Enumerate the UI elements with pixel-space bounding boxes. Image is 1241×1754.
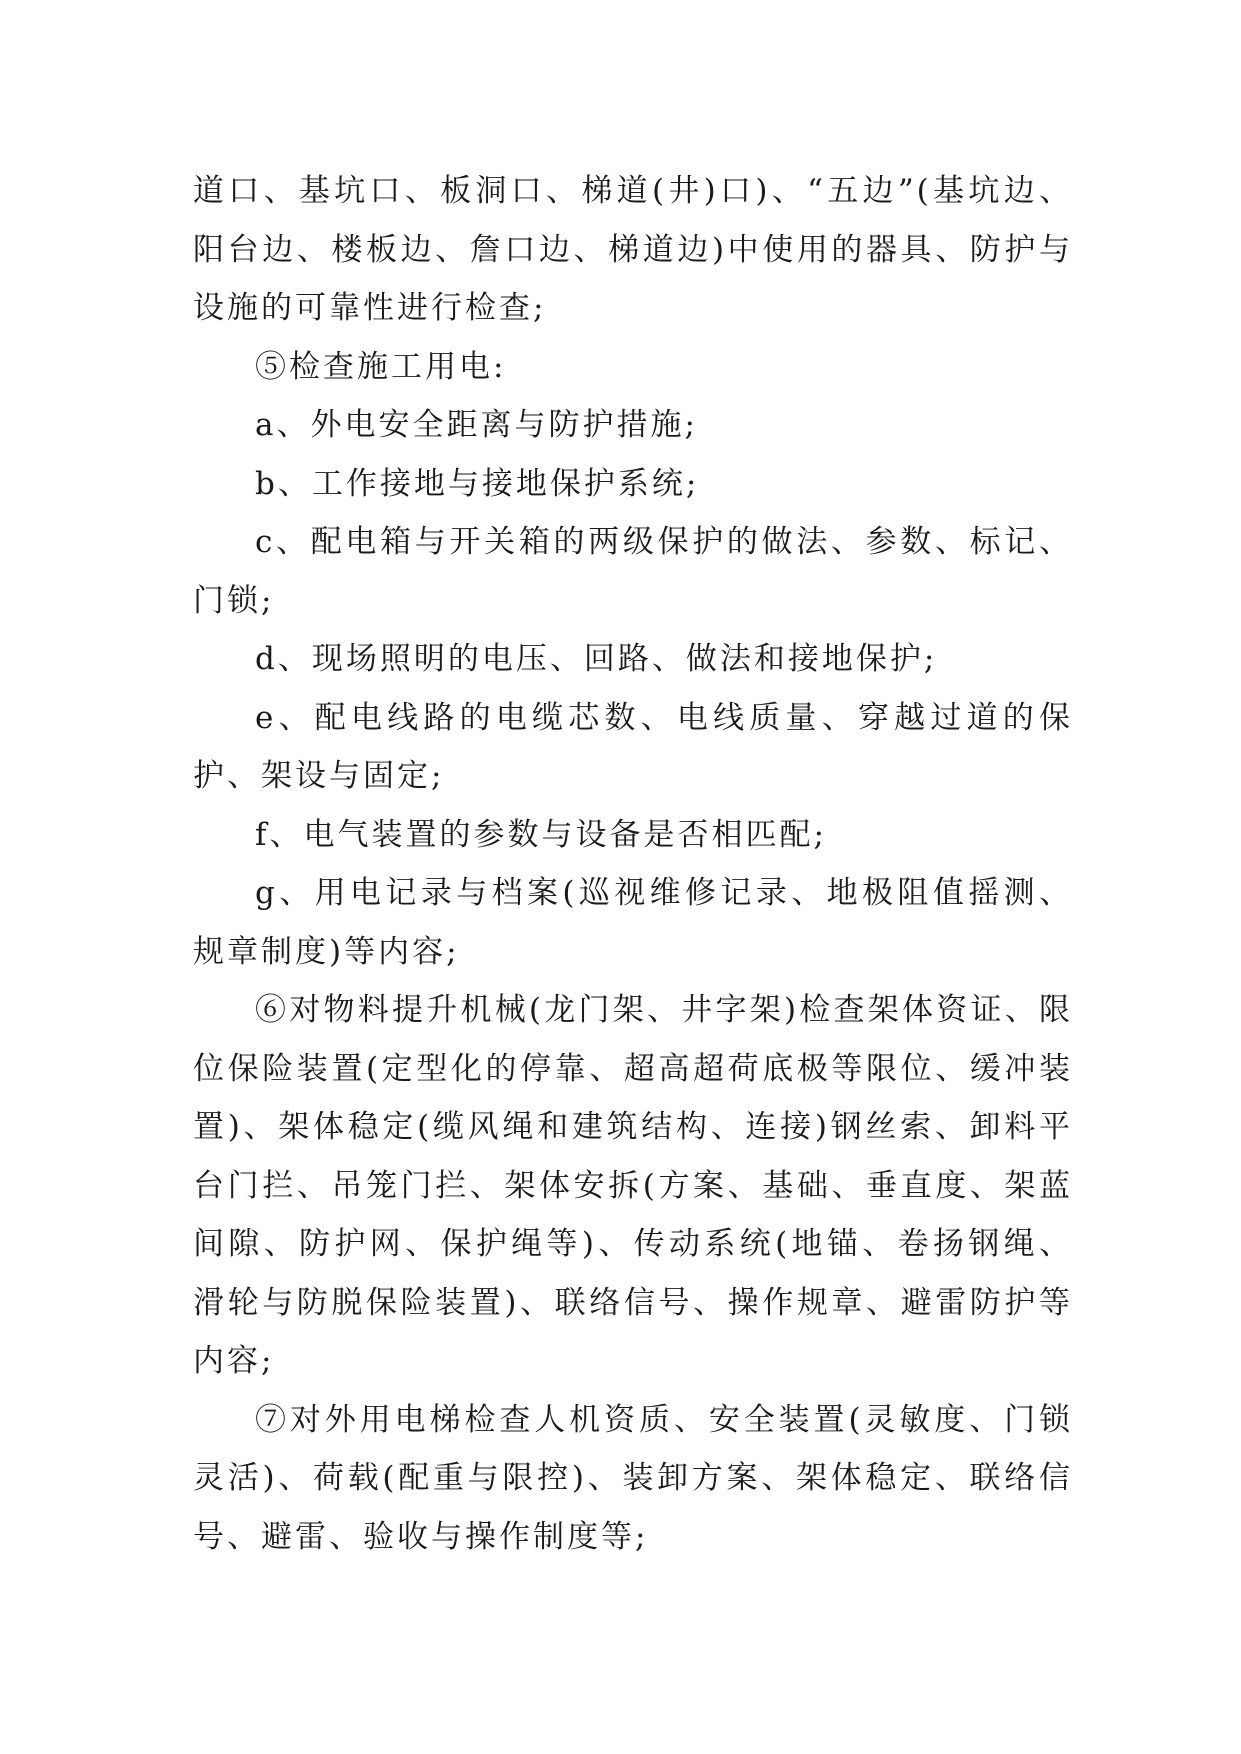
paragraph-item-6: ⑥对物料提升机械(龙门架、井字架)检查架体资证、限位保险装置(定型化的停靠、超高超荷底极等限位、缓冲装置)、架体稳定(缆风绳和建筑结构、连接)钢丝索、卸料平台门拦、吊笼门拦、架体安拆(方案、基础、垂直度、架蓝间隙、防护网、保护绳等)、传动系统(地锚、卷扬钢绳、滑轮与防脱保险装置)、联络信号、操作规章、避雷防护等内容;	[193, 992, 1073, 1379]
paragraph-item-d: d、现场照明的电压、回路、做法和接地保护;	[255, 641, 938, 677]
paragraph-item-a: a、外电安全距离与防护措施;	[255, 407, 698, 443]
paragraph-item-c: c、配电箱与开关箱的两级保护的做法、参数、标记、门锁;	[193, 524, 1073, 619]
body-text	[193, 162, 1073, 1566]
paragraph-item-e: e、配电线路的电缆芯数、电线质量、穿越过道的保护、架设与固定;	[193, 699, 1073, 794]
paragraph-item-7: ⑦对外用电梯检查人机资质、安全装置(灵敏度、门锁灵活)、荷载(配重与限控)、装卸方案、架体稳定、联络信号、避雷、验收与操作制度等;	[193, 1401, 1073, 1555]
paragraph-item-f: f、电气装置的参数与设备是否相匹配;	[255, 816, 827, 853]
paragraph-item-b: b、工作接地与接地保护系统;	[255, 465, 700, 502]
paragraph-item-g: g、用电记录与档案(巡视维修记录、地极阻值摇测、规章制度)等内容;	[193, 875, 1073, 970]
paragraph-item-5-heading: ⑤检查施工用电:	[255, 348, 507, 385]
paragraph-continuation: 道口、基坑口、板洞口、梯道(井)口)、“五边”(基坑边、阳台边、楼板边、詹口边、梯道边)中使用的器具、防护与设施的可靠性进行检查;	[193, 173, 1073, 326]
